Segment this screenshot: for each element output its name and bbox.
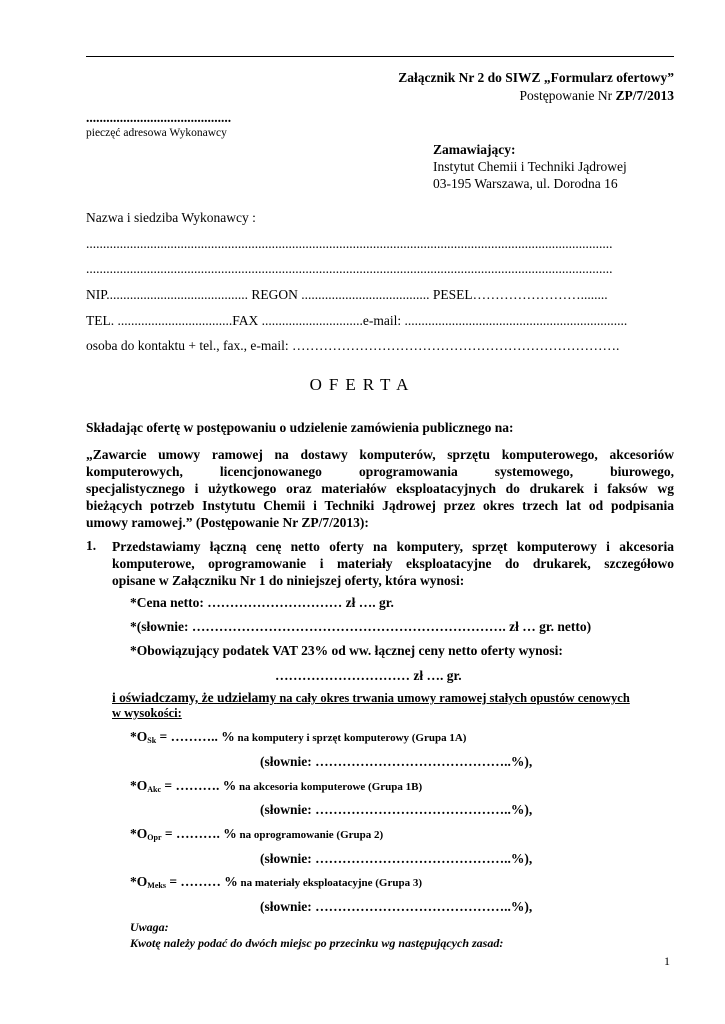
discount-subscript: Sk [147, 736, 157, 745]
discount-subscript: Meks [147, 881, 166, 890]
purchaser-address: 03-195 Warszawa, ul. Dorodna 16 [433, 176, 618, 191]
intro-line-1: „Zawarcie umowy ramowej na dostawy komputerów, sprzętu komputerowego, akcesoriów [86, 447, 674, 462]
note-heading: Uwaga: [130, 920, 169, 934]
discount-words[interactable]: (słownie: ……………………………………..%), [260, 899, 533, 914]
nip-regon-pesel-line[interactable]: NIP.......................................... REGON ...................................... PESEL……………………........ [86, 287, 608, 302]
note-text: Kwotę należy podać do dwóch miejsc po przecinku wg następujących zasad: [130, 936, 504, 950]
intro-line-3: specjalistycznego i użytkowego oraz materiałów eksploatacyjnych do drukarek i faksów wg [86, 481, 674, 496]
discount-words[interactable]: (słownie: ……………………………………..%), [260, 851, 533, 866]
discount-value: = ……… % [165, 874, 238, 889]
page-number: 1 [664, 954, 670, 968]
discount-symbol: *O [130, 778, 148, 793]
net-price-words-line[interactable]: *(słownie: ……………………………………………………………. zł … gr. netto) [130, 619, 592, 634]
top-rule [86, 56, 674, 57]
purchaser-name: Instytut Chemii i Techniki Jądrowej [433, 159, 627, 174]
discount-row[interactable] [130, 778, 422, 794]
intro-lead: Składając ofertę w postępowaniu o udzielenie zamówienia publicznego na: [86, 420, 514, 435]
discount-value: = ………. % [161, 778, 237, 793]
procedure-code: ZP/7/2013 [615, 88, 674, 103]
discount-symbol: *O [130, 874, 148, 889]
contractor-line-1[interactable]: ............................................................................................................................................................ [86, 236, 613, 251]
vat-value-line[interactable]: ………………………… zł …. gr. [275, 668, 462, 683]
discount-intro-1 [112, 690, 630, 706]
item1-line-1: Przedstawiamy łączną cenę netto oferty na komputery, sprzęt komputerowy i akcesoria [112, 539, 674, 554]
stamp-dots: ........................................... [86, 110, 232, 125]
discount-subscript: Akc [147, 785, 162, 794]
item-number: 1. [86, 538, 97, 553]
offer-title: OFERTA [309, 375, 416, 394]
discount-subscript: Opr [147, 833, 162, 842]
vat-line: *Obowiązujący podatek VAT 23% od ww. łącznej ceny netto oferty wynosi: [130, 643, 563, 658]
discount-intro-declaration: i oświadczamy, że udzielamy [112, 690, 277, 705]
discount-description: na oprogramowanie (Grupa 2) [236, 829, 384, 841]
net-price-line[interactable]: *Cena netto: ………………………… zł …. gr. [130, 595, 394, 610]
discount-words[interactable]: (słownie: ……………………………………..%), [260, 802, 533, 817]
procedure-number [300, 88, 674, 104]
discount-value: = ………. % [161, 826, 237, 841]
discount-row[interactable] [130, 729, 466, 745]
item1-line-3: opisane w Załączniku Nr 1 do niniejszej oferty, która wynosi: [112, 573, 465, 588]
intro-line-5: umowy ramowej.” (Postępowanie Nr ZP/7/2013): [86, 515, 369, 530]
item1-line-2: komputerowe, oprogramowanie i materiały eksploatacyjne do drukarek, szczegółowo [112, 556, 674, 571]
discount-value: = ……….. % [156, 729, 235, 744]
contractor-line-2[interactable]: ............................................................................................................................................................ [86, 261, 613, 276]
discount-description: na akcesoria komputerowe (Grupa 1B) [236, 781, 423, 793]
attachment-title: Załącznik Nr 2 do SIWZ „Formularz ofertowy” [398, 70, 674, 85]
discount-description: na materiały eksploatacyjne (Grupa 3) [237, 877, 422, 889]
tel-fax-email-line[interactable]: TEL. ..................................FAX ..............................e-mail: .................................................................. [86, 313, 628, 328]
discount-symbol: *O [130, 729, 148, 744]
stamp-label: pieczęć adresowa Wykonawcy [86, 127, 227, 139]
discount-intro-2: w wysokości: [112, 706, 182, 720]
purchaser-heading: Zamawiający: [433, 142, 516, 157]
discount-intro-rest: na cały okres trwania umowy ramowej stałych opustów cenowych [276, 691, 630, 705]
intro-line-2: komputerowych, licencjonowanego oprogramowania systemowego, biurowego, [86, 464, 674, 479]
discount-row[interactable] [130, 874, 422, 890]
discount-words[interactable]: (słownie: ……………………………………..%), [260, 754, 533, 769]
discount-row[interactable] [130, 826, 383, 842]
contractor-label: Nazwa i siedziba Wykonawcy : [86, 210, 256, 225]
discount-description: na komputery i sprzęt komputerowy (Grupa 1A) [234, 732, 467, 744]
procedure-prefix: Postępowanie Nr [519, 88, 616, 103]
contact-person-line[interactable]: osoba do kontaktu + tel., fax., e-mail: ………………………………………………………………. [86, 338, 620, 353]
discount-symbol: *O [130, 826, 148, 841]
intro-line-4: bieżących potrzeb Instytutu Chemii i Techniki Jądrowej przez okres trzech lat od podpisania [86, 498, 674, 513]
